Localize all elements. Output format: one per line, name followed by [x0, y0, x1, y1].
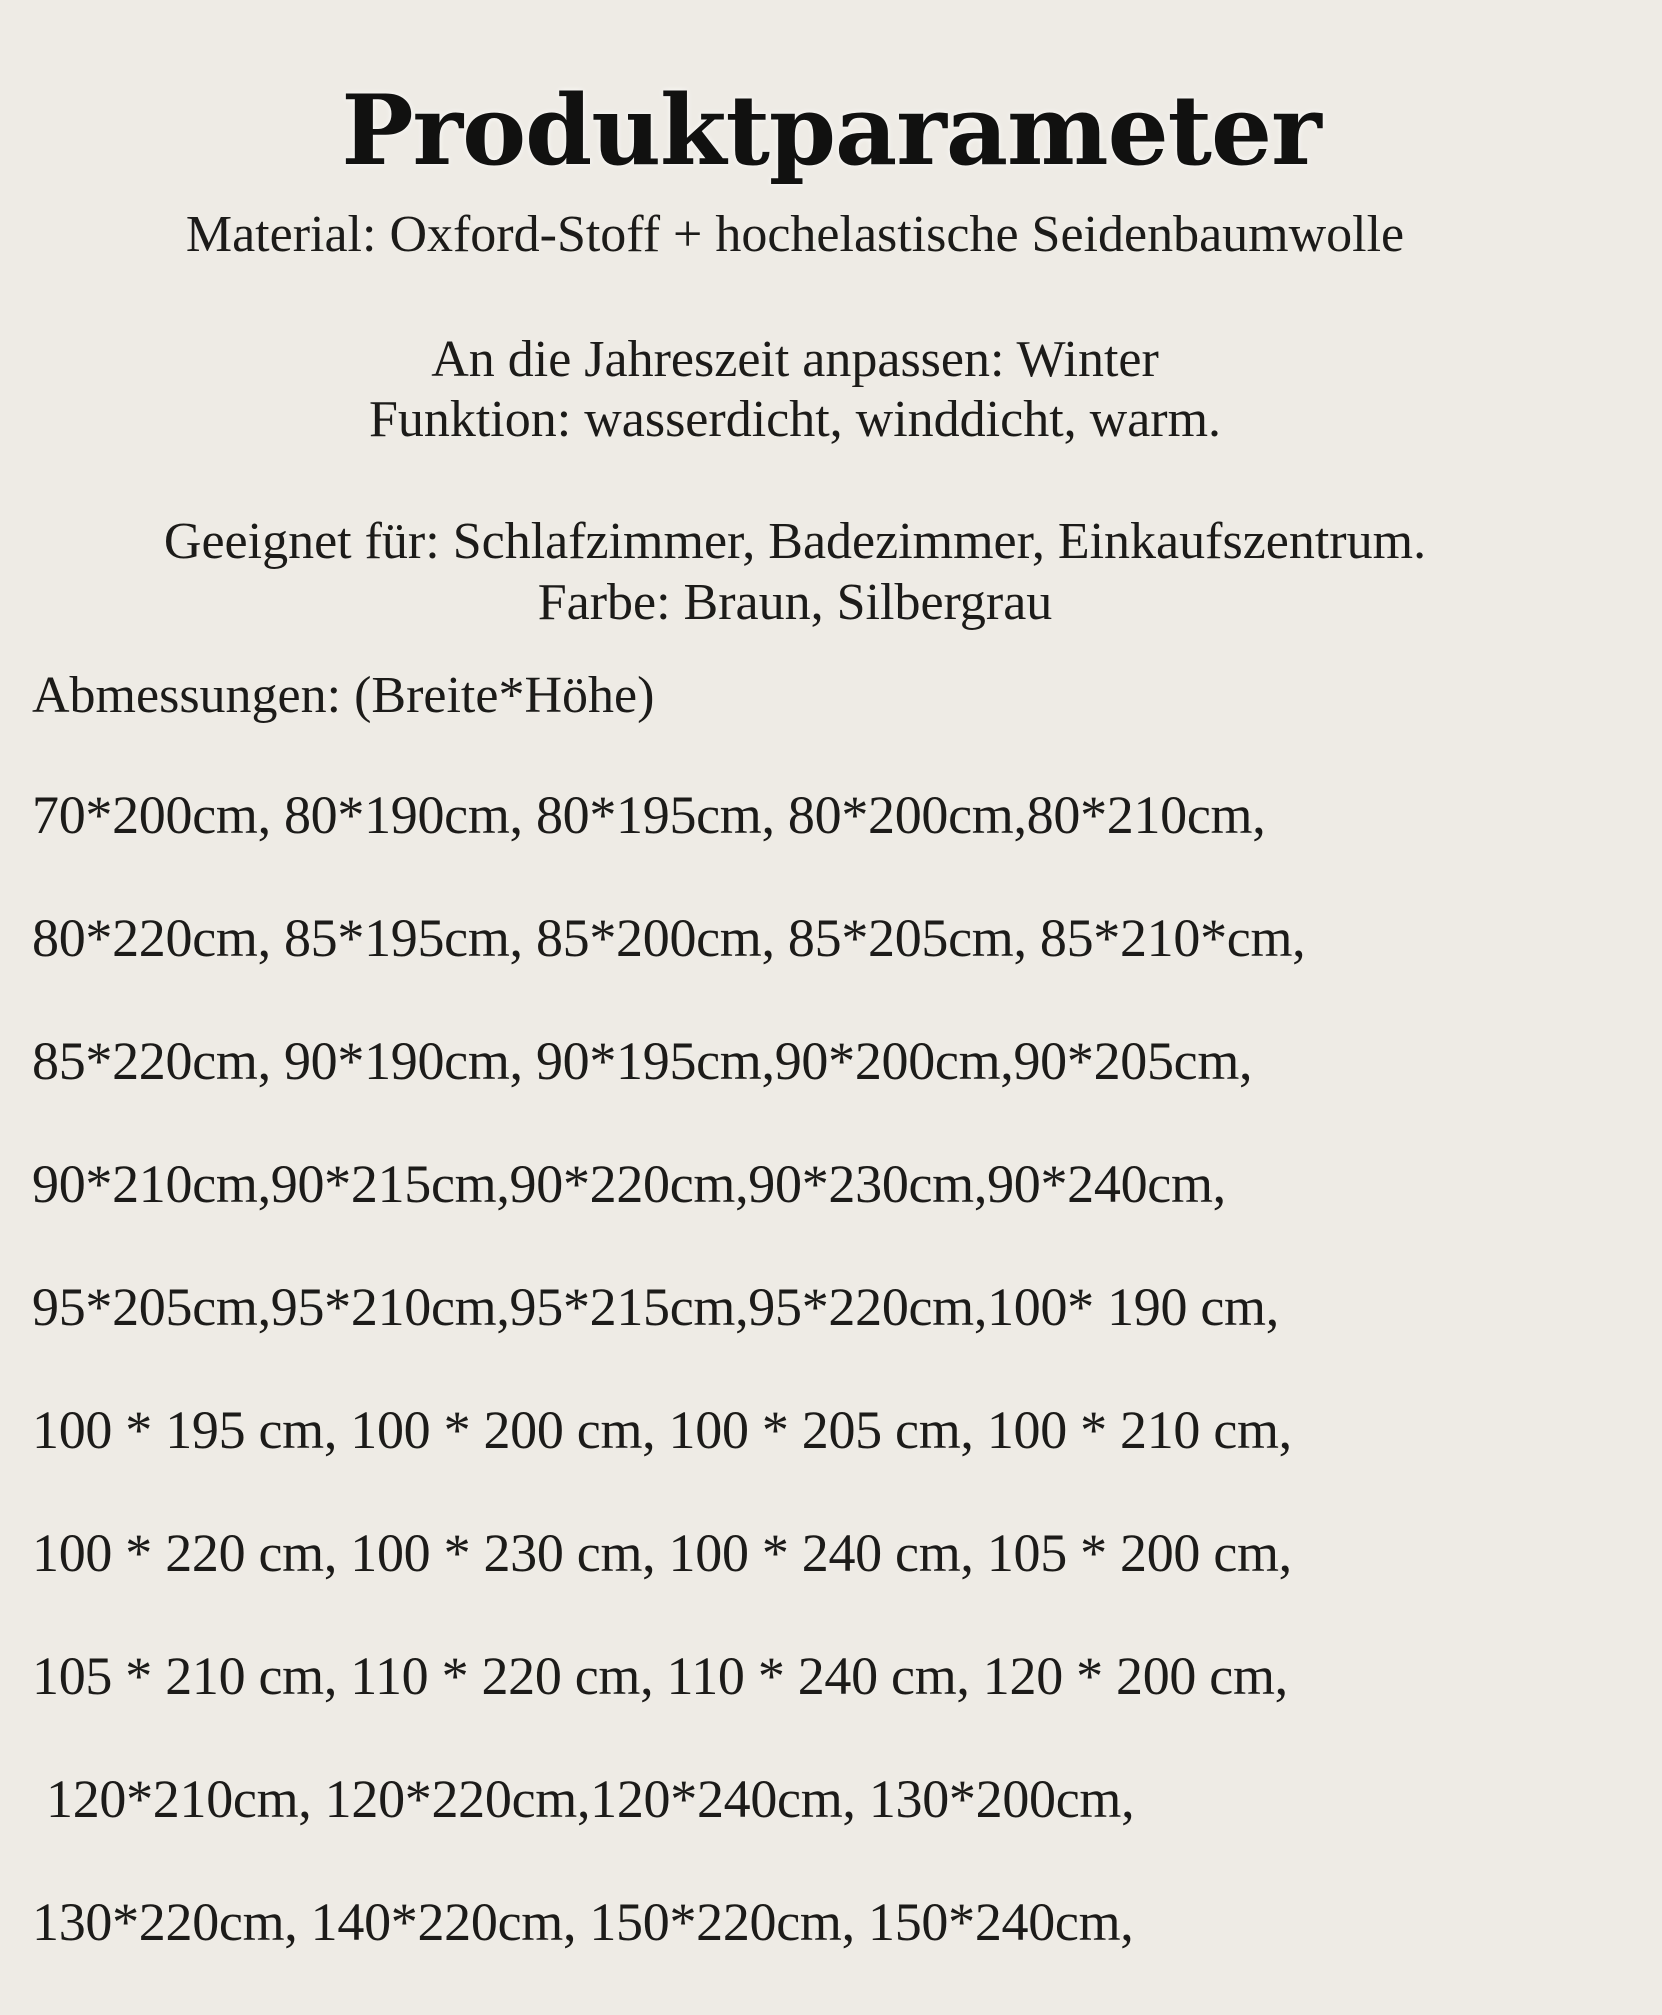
size-row: 105 * 210 cm, 110 * 220 cm, 110 * 240 cm, 120 * 200 cm, — [32, 1646, 1288, 1706]
size-row: 90*210cm,90*215cm,90*220cm,90*230cm,90*240cm, — [32, 1154, 1226, 1214]
dimensions-label: Abmessungen: (Breite*Höhe) — [32, 667, 655, 724]
size-row: 80*220cm, 85*195cm, 85*200cm, 85*205cm, 85*210*cm, — [32, 908, 1306, 968]
material-text: Material: Oxford-Stoff + hochelastische Seidenbaumwolle — [185, 206, 1405, 263]
size-list — [32, 785, 1632, 2015]
size-row: 130*220cm, 140*220cm, 150*220cm, 150*240cm, — [32, 1892, 1134, 1952]
page-title: Produktparameter — [341, 74, 1321, 187]
size-row: 95*205cm,95*210cm,95*215cm,95*220cm,100* 190 cm, — [32, 1277, 1279, 1337]
size-row: 70*200cm, 80*190cm, 80*195cm, 80*200cm,80*210cm, — [32, 785, 1266, 845]
suitable-for-text: Geeignet für: Schlafzimmer, Badezimmer, Einkaufszentrum. — [163, 513, 1427, 570]
size-row: 100 * 195 cm, 100 * 200 cm, 100 * 205 cm, 100 * 210 cm, — [32, 1400, 1292, 1460]
function-text: Funktion: wasserdicht, winddicht, warm. — [368, 391, 1222, 448]
size-row: 100 * 220 cm, 100 * 230 cm, 100 * 240 cm, 105 * 200 cm, — [32, 1523, 1292, 1583]
size-row: 120*210cm, 120*220cm,120*240cm, 130*200cm, — [46, 1769, 1135, 1829]
size-row: 85*220cm, 90*190cm, 90*195cm,90*200cm,90*205cm, — [32, 1031, 1253, 1091]
season-text: An die Jahreszeit anpassen: Winter — [431, 331, 1159, 388]
color-text: Farbe: Braun, Silbergrau — [537, 574, 1053, 631]
